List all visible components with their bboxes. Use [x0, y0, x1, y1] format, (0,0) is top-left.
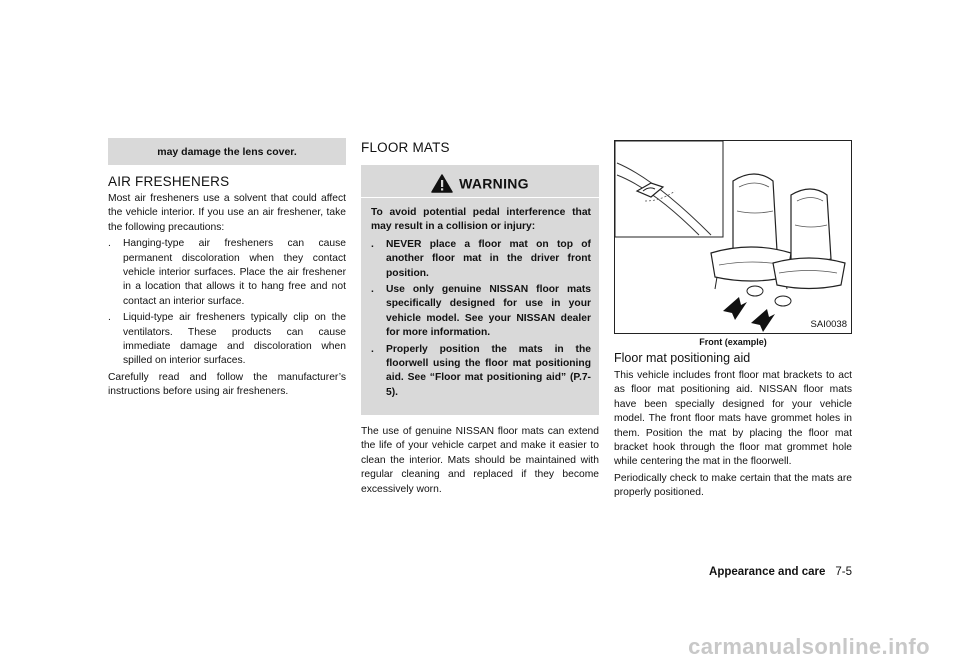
figure-code: SAI0038	[810, 319, 847, 330]
list-item	[371, 283, 591, 341]
warning-title: WARNING	[459, 175, 529, 192]
air-fresheners-outro: Carefully read and follow the manufacturer’s instructions before using air fresheners.	[108, 371, 346, 398]
warning-divider	[361, 197, 599, 198]
seats-illustration	[615, 141, 851, 333]
air-fresheners-heading: AIR FRESHENERS	[108, 174, 230, 189]
bullet-dot: .	[371, 284, 374, 296]
note-text: may damage the lens cover.	[157, 146, 297, 158]
watermark: carmanualsonline.info	[688, 634, 930, 659]
warning-header	[361, 174, 599, 193]
floor-mats-body: The use of genuine NISSAN floor mats can extend the life of your vehicle carpet and make it easier to clean the interior. Mats should be maintained with regular cleaning and replaced if they become excessively worn.	[361, 426, 599, 495]
bullet-text: Hanging-type air fresheners can cause permanent discoloration when they contact vehicle interior surfaces. Place the air freshener in a location that allows it to hang free and not contact an interior surface.	[123, 238, 346, 307]
floor-mat-figure	[614, 140, 852, 334]
warning-bullets	[371, 238, 591, 400]
bullet-dot: .	[108, 238, 111, 250]
list-item	[371, 343, 591, 401]
note-box	[108, 138, 346, 165]
air-fresheners-bullets	[108, 237, 346, 369]
bullet-text: Liquid-type air fresheners typically clip on the ventilators. These products can cause immediate damage and discoloration when spilled on interior surfaces.	[123, 312, 346, 367]
bullet-dot: .	[371, 238, 374, 250]
footer-section: Appearance and care	[709, 566, 826, 578]
floor-mat-aid-para2: Periodically check to make certain that the mats are properly positioned.	[614, 472, 852, 499]
warning-intro: To avoid potential pedal interference that may result in a collision or injury:	[371, 207, 591, 233]
floor-mat-aid-para1: This vehicle includes front floor mat brackets to act as floor mat positioning aid. NISSAN floor mats have been specially designed for your vehicle model. The front floor mats have grommet holes in them. Position the mat by placing the floor mat bracket hook through the floor mat grommet hole while centering the mat in the floorwell.	[614, 370, 852, 468]
bullet-dot: .	[371, 343, 374, 355]
warning-triangle-icon	[431, 174, 453, 193]
bullet-text: NEVER place a floor mat on top of another floor mat in the driver front position.	[386, 238, 591, 279]
bullet-dot: .	[108, 312, 111, 324]
floor-mats-heading: FLOOR MATS	[361, 140, 450, 155]
bullet-text: Use only genuine NISSAN floor mats specifically designed for use in your vehicle model. See your NISSAN dealer for more information.	[386, 284, 591, 339]
warning-body	[371, 206, 591, 400]
air-fresheners-body	[108, 192, 346, 400]
bullet-text: Properly position the mats in the floorwell using the floor mat positioning aid. See “Floor mat positioning aid” (P.7-5).	[386, 343, 591, 398]
list-item	[371, 238, 591, 281]
air-fresheners-intro: Most air fresheners use a solvent that could affect the vehicle interior. If you use an air freshener, take the following precautions:	[108, 193, 346, 233]
figure-caption: Front (example)	[699, 337, 767, 347]
floor-mat-aid-heading: Floor mat positioning aid	[614, 351, 751, 365]
list-item	[108, 311, 346, 369]
page-footer	[709, 566, 852, 578]
list-item	[108, 237, 346, 309]
floor-mat-aid-body	[614, 369, 852, 501]
warning-box	[361, 165, 599, 415]
page-number: 7-5	[835, 566, 852, 578]
